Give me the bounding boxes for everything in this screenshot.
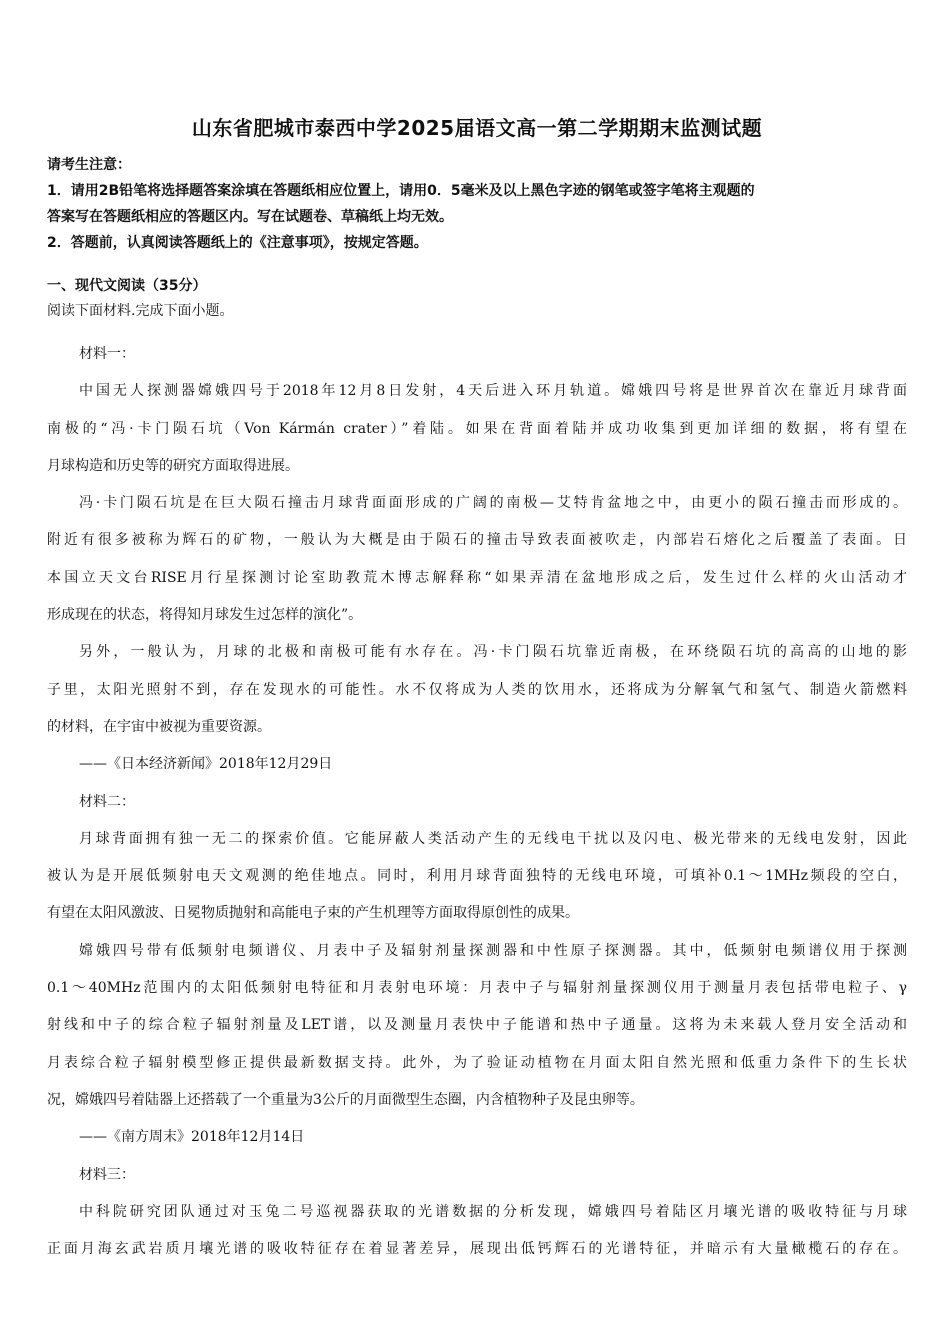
text-line: 被认为是开展低频射电天文观测的绝佳地点。同时，利用月球背面独特的无线电环境，可填补0.1～1MHz频段的空白，: [47, 868, 907, 885]
text-line: 有望在太阳风激波、日冕物质抛射和高能电子束的产生机理等方面取得原创性的成果。: [47, 905, 579, 922]
reading-passage: [47, 336, 907, 1268]
notice-item-1-line-2: 答案写在答题纸相应的答题区内。写在试题卷、草稿纸上均无效。: [47, 209, 453, 225]
text-line: 嫦娥四号带有低频射电频谱仪、月表中子及辐射剂量探测器和中性原子探测器。其中，低频射电频谱仪用于探测: [79, 942, 907, 959]
text-line: 中国无人探测器嫦娥四号于2018年12月8日发射，4天后进入环月轨道。嫦娥四号将是世界首次在靠近月球背面: [79, 383, 907, 400]
material-3-label: 材料三：: [79, 1166, 135, 1183]
text-line: 月球构造和历史等的研究方面取得进展。: [47, 457, 299, 474]
text-line: 况，嫦娥四号着陆器上还搭载了一个重量为3公斤的月面微型生态圈，内含植物种子及昆虫卵等。: [47, 1091, 644, 1108]
text-line: 南极的“冯·卡门陨石坑（Von Kármán crater）”着陆。如果在背面着陆并成功收集到更加详细的数据，将有望在: [47, 420, 907, 437]
text-line: 形成现在的状态，将得知月球发生过怎样的演化”。: [47, 607, 363, 624]
text-line: 附近有很多被称为辉石的矿物，一般认为大概是由于陨石的撞击导致表面被吹走，内部岩石熔化之后覆盖了表面。日: [47, 532, 907, 549]
material-1-label: 材料一：: [79, 346, 135, 362]
text-line: 月表综合粒子辐射模型修正提供最新数据支持。此外，为了验证动植物在月面太阳自然光照和低重力条件下的生长状: [47, 1054, 907, 1071]
text-line: 子里，太阳光照射不到，存在发现水的可能性。水不仅将成为人类的饮用水，还将成为分解氧气和氢气、制造火箭燃料: [47, 681, 907, 698]
text-line: 正面月海玄武岩质月壤光谱的吸收特征存在着显著差异，展现出低钙辉石的光谱特征，并暗示有大量橄榄石的存在。: [47, 1241, 907, 1258]
text-line: 中科院研究团队通过对玉兔二号巡视器获取的光谱数据的分析发现，嫦娥四号着陆区月壤光谱的吸收特征与月球: [79, 1203, 907, 1220]
notice-item-2: 2．答题前，认真阅读答题纸上的《注意事项》，按规定答题。: [47, 235, 428, 251]
source-citation-1: ——《日本经济新闻》2018年12月29日: [79, 756, 333, 773]
text-line: 的材料，在宇宙中被视为重要资源。: [47, 718, 271, 735]
text-line: 0.1～40MHz范围内的太阳低频射电特征和月表射电环境：月表中子与辐射剂量探测仪用于测量月表包括带电粒子、γ: [47, 980, 907, 997]
notice-heading: 请考生注意：: [47, 157, 131, 173]
text-line: 冯·卡门陨石坑是在巨大陨石撞击月球背面面形成的广阔的南极—艾特肯盆地之中，由更小的陨石撞击而形成的。: [79, 495, 907, 512]
text-line: 射线和中子的综合粒子辐射剂量及LET谱，以及测量月表快中子能谱和热中子通量。这将为未来载人登月安全活动和: [47, 1017, 907, 1034]
exam-notice: [47, 152, 907, 256]
text-line: 月球背面拥有独一无二的探索价值。它能屏蔽人类活动产生的无线电干扰以及闪电、极光带来的无线电发射，因此: [79, 830, 907, 847]
material-2-label: 材料二：: [79, 793, 135, 810]
source-citation-2: ——《南方周末》2018年12月14日: [79, 1129, 305, 1146]
section-instruction: 阅读下面材料.完成下面小题。: [47, 303, 234, 319]
text-line: 另外，一般认为，月球的北极和南极可能有水存在。冯·卡门陨石坑靠近南极，在环绕陨石坑的高高的山地的影: [79, 644, 907, 661]
notice-item-1-line-1: 1．请用2B铅笔将选择题答案涂填在答题纸相应位置上，请用0．5毫米及以上黑色字迹的钢笔或签字笔将主观题的: [47, 183, 755, 199]
document-title: 山东省肥城市泰西中学2025届语文高一第二学期期末监测试题: [191, 116, 763, 140]
text-line: 本国立天文台RISE月行星探测讨论室助教荒木博志解释称“如果弄清在盆地形成之后，发生过什么样的火山活动才: [47, 569, 907, 586]
section-heading: 一、现代文阅读（35分）: [47, 278, 207, 294]
